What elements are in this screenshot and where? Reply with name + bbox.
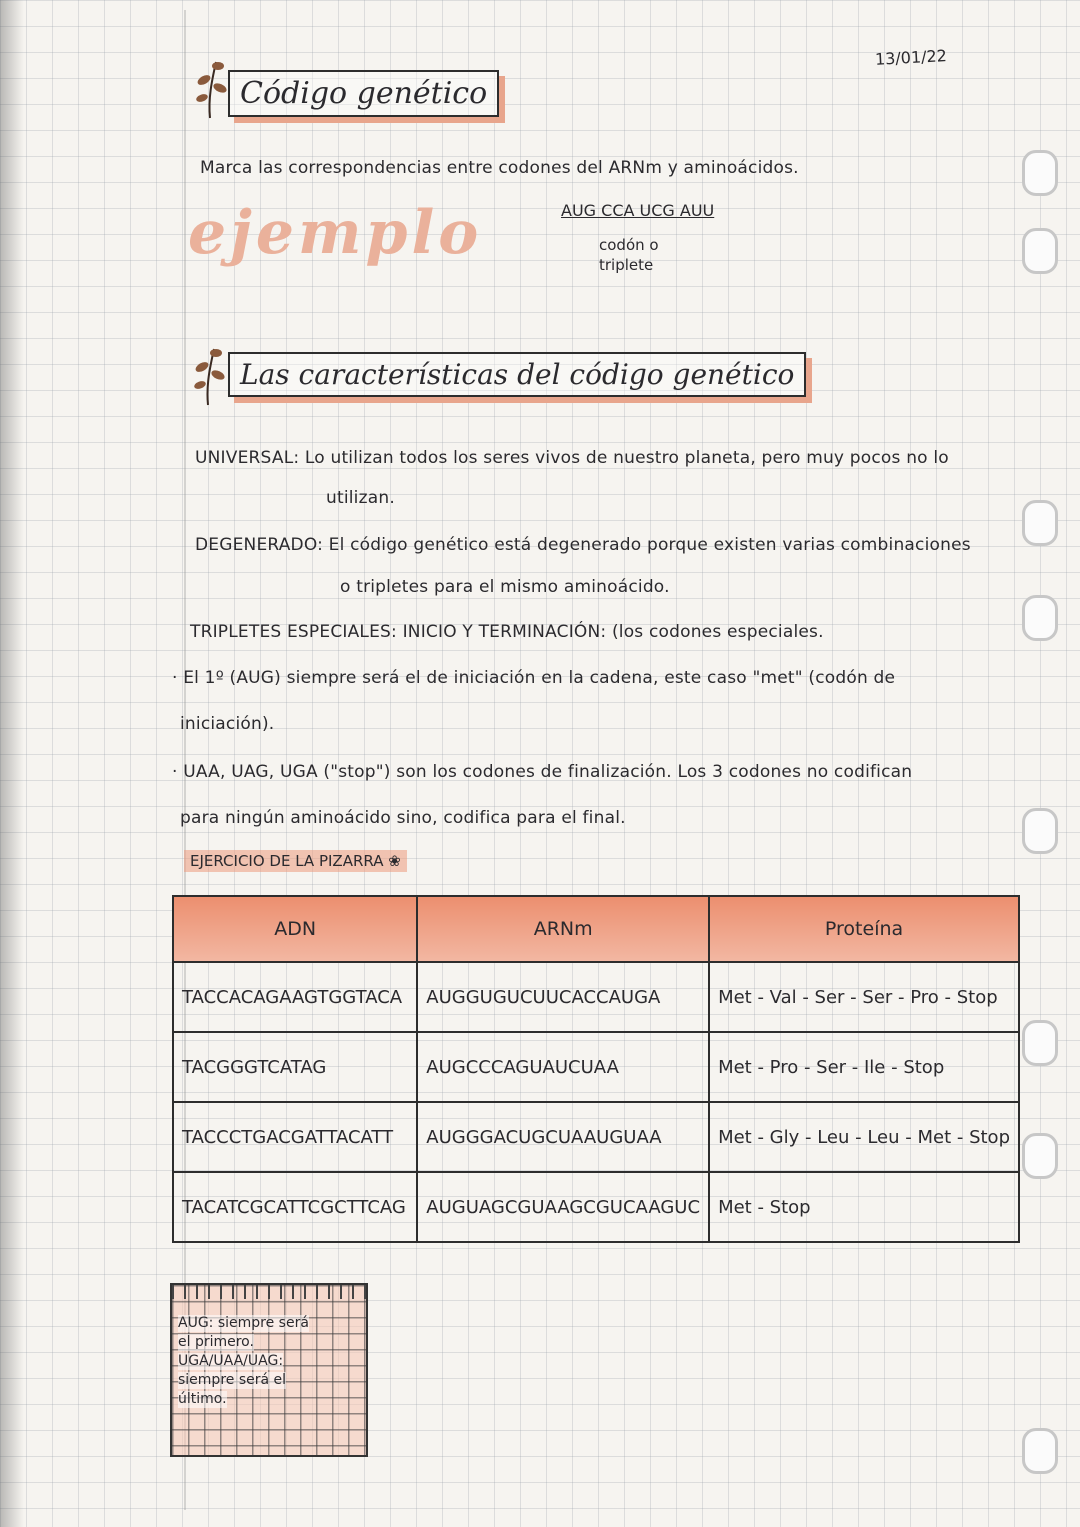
cell-proteina: Met - Pro - Ser - Ile - Stop (709, 1032, 1019, 1102)
sticky-note-text (178, 1315, 309, 1410)
universal-line1: UNIVERSAL: Lo utilizan todos los seres vivos de nuestro planeta, pero muy pocos no lo (195, 448, 949, 468)
table-header-row (173, 896, 1019, 962)
cell-adn: TACCACAGAAGTGGTACA (173, 962, 417, 1032)
universal-line2: utilizan. (326, 488, 395, 508)
ejercicio-pizarra-label: EJERCICIO DE LA PIZARRA ❀ (184, 850, 407, 872)
binder-hole (1022, 1020, 1058, 1066)
codon-note-line1: codón o (599, 236, 659, 254)
sticky-note (170, 1283, 368, 1457)
cell-proteina: Met - Gly - Leu - Leu - Met - Stop (709, 1102, 1019, 1172)
cell-arnm: AUGUAGCGUAAGCGUCAAGUC (417, 1172, 709, 1242)
binder-hole (1022, 1428, 1058, 1474)
header-arnm: ARNm (417, 896, 709, 962)
header-proteina: Proteína (709, 896, 1019, 962)
codon-sequence: AUG CCA UCG AUU (561, 201, 715, 220)
degenerado-line1: DEGENERADO: El código genético está degenerado porque existen varias combinaciones (195, 535, 971, 555)
memo-line: siempre será el (178, 1372, 287, 1388)
cell-arnm: AUGCCCAGUAUCUAA (417, 1032, 709, 1102)
tripletes-especiales: TRIPLETES ESPECIALES: INICIO Y TERMINACIÓN: (los codones especiales. (190, 622, 824, 642)
cell-adn: TACCCTGACGATTACATT (173, 1102, 417, 1172)
bullet-stop-line2: para ningún aminoácido sino, codifica para el final. (180, 808, 626, 828)
binder-hole (1022, 595, 1058, 641)
degenerado-line2: o tripletes para el mismo aminoácido. (340, 577, 670, 597)
codon-table (172, 895, 1020, 1243)
binder-hole (1022, 228, 1058, 274)
binder-hole (1022, 500, 1058, 546)
header-adn: ADN (173, 896, 417, 962)
codon-note-line2: triplete (599, 256, 654, 274)
table-row (173, 1172, 1019, 1242)
binder-hole (1022, 808, 1058, 854)
title-caracteristicas: Las características del código genético (228, 352, 806, 397)
binder-hole (1022, 1133, 1058, 1179)
date: 13/01/22 (874, 46, 948, 69)
cell-arnm: AUGGUGUCUUCACCAUGA (417, 962, 709, 1032)
memo-line: último. (178, 1391, 227, 1407)
memo-line: el primero. (178, 1334, 254, 1350)
sprig-icon (192, 58, 228, 120)
table-row (173, 962, 1019, 1032)
cell-proteina: Met - Stop (709, 1172, 1019, 1242)
page-left-shadow (0, 0, 24, 1527)
bullet-aug-line1: · El 1º (AUG) siempre será el de iniciación en la cadena, este caso "met" (codón de (172, 668, 896, 688)
cell-adn: TACATCGCATTCGCTTCAG (173, 1172, 417, 1242)
bullet-stop-line1: · UAA, UAG, UGA ("stop") son los codones de finalización. Los 3 codones no codifican (172, 762, 913, 782)
title-codigo-genetico: Código genético (228, 70, 499, 117)
sprig-icon (190, 345, 226, 407)
cell-adn: TACGGGTCATAG (173, 1032, 417, 1102)
memo-line: UGA/UAA/UAG: (178, 1353, 284, 1369)
bullet-aug-line2: iniciación). (180, 714, 275, 734)
memo-line: AUG: siempre será (178, 1315, 309, 1331)
cell-proteina: Met - Val - Ser - Ser - Pro - Stop (709, 962, 1019, 1032)
example-word: ejemplo (188, 198, 483, 268)
instruction-text: Marca las correspondencias entre codones del ARNm y aminoácidos. (200, 158, 799, 178)
codon-note (599, 235, 659, 275)
cell-arnm: AUGGGACUGCUAAUGUAA (417, 1102, 709, 1172)
table-row (173, 1032, 1019, 1102)
sticky-note-binding (172, 1285, 366, 1299)
table-row (173, 1102, 1019, 1172)
binder-hole (1022, 150, 1058, 196)
